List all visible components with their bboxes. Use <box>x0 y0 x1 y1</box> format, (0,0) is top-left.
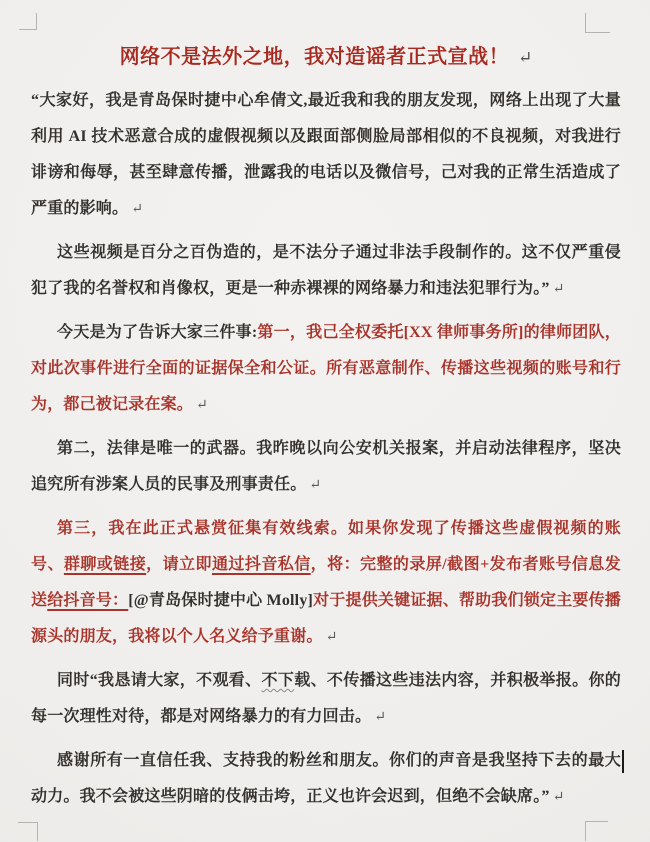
paragraph-mark-icon: ↵ <box>131 202 143 217</box>
text-run: 载、不传播这些违法内容，并积极举报。你的每一次理性对待，都是对网络暴力的有力回击。 <box>31 672 621 725</box>
paragraph-thanks[interactable] <box>31 743 621 816</box>
paragraph-mark-icon: ↵ <box>552 282 565 297</box>
paragraph-mark-icon: ↵ <box>325 630 338 645</box>
text-run: 这些视频是百分之百伪造的，是不法分子通过非法手段制作的。这不仅严重侵犯了我的名誉权和肖像权，更是一种赤裸裸的网络暴力和违法犯罪行为。” <box>31 244 621 297</box>
paragraph-point-two[interactable] <box>31 431 621 504</box>
text-run: 今天是为了告诉大家三件事: <box>57 324 258 341</box>
text-run-red: 第一，我己全权委托[XX 律师事务所]的律师团队，对此次事件进行全面的证据保全和公证。所有恶意制作、传播这些视频的账号和行为，都己被记录在案。 <box>31 324 621 413</box>
paragraph-mark-icon: ↵ <box>552 790 565 805</box>
document-body <box>31 42 621 823</box>
paragraph-mark-icon: ↵ <box>196 398 208 413</box>
text-run-underlined: 群聊或链接 <box>63 556 147 573</box>
text-run: 同时“我恳请大家，不观看、 <box>57 672 262 689</box>
douyin-account-handle: [@青岛保时捷中心 Molly] <box>128 592 314 609</box>
text-run: 力。我不会被这些阴暗的伎俩击垮，正义也许会迟到，但绝不会缺席。” <box>47 788 550 805</box>
text-run-red: ，请立即 <box>146 556 212 573</box>
text-run: 感谢所有一直信任我、支持我的粉丝和朋友。你们的声音是我坚持下去的最大动 <box>31 752 621 805</box>
text-cursor <box>622 750 624 773</box>
paragraph-point-one[interactable] <box>31 315 621 424</box>
text-run-underlined: 通过抖音私信 <box>211 556 311 573</box>
paragraph-appeal[interactable] <box>31 663 621 736</box>
paragraph-mark-icon: ↵ <box>374 710 386 725</box>
margin-corner-mark-bottom-left <box>18 822 38 841</box>
title-text: 网络不是法外之地，我对造谣者正式宣战！ <box>119 46 510 68</box>
paragraph-intro[interactable] <box>31 83 621 228</box>
paragraph-point-three[interactable] <box>31 511 621 656</box>
margin-corner-mark-top-left <box>19 13 37 30</box>
text-run-red: 第二，法律是唯一的武器。我昨晚以向公安机关报案，并启动法律程序，坚决追究所有涉案人员的民事及刑事责任。 <box>31 440 621 493</box>
paragraph-mark-icon: ↵ <box>309 478 322 493</box>
page-title[interactable] <box>31 42 621 73</box>
margin-corner-mark-top-right <box>585 13 610 33</box>
margin-corner-mark-bottom-right <box>585 821 608 841</box>
paragraph-fake-videos[interactable] <box>31 235 621 308</box>
text-run-red: ，将：完整的录屏/截图+发布者账号信息发送 <box>31 556 621 609</box>
paragraph-mark-icon: ↵ <box>518 48 533 67</box>
text-run: “大家好，我是青岛保时捷中心牟倩文,最近我和我的朋友发现，网络上出现了大量利用 AI 技术恶意合成的虚假视频以及跟面部侧脸局部相似的不良视频，对我进行诽谤和侮辱，甚至肆意传播，泄露我的电话以及微信号，己对我的正常生活造成了严重的影响。 <box>31 92 621 217</box>
text-run-red: 对于提供关键证据、帮助我们锁定主要传播源头的朋友，我将以个人名义给予重谢。 <box>31 592 621 645</box>
text-run-red: 第三，我在此正式悬赏征集有效线索。如果你发现了传播这些虚假视频的账号、 <box>31 520 621 573</box>
text-run-underlined: 给抖音号： <box>47 592 129 609</box>
text-run-wavy: 不下 <box>261 672 295 689</box>
